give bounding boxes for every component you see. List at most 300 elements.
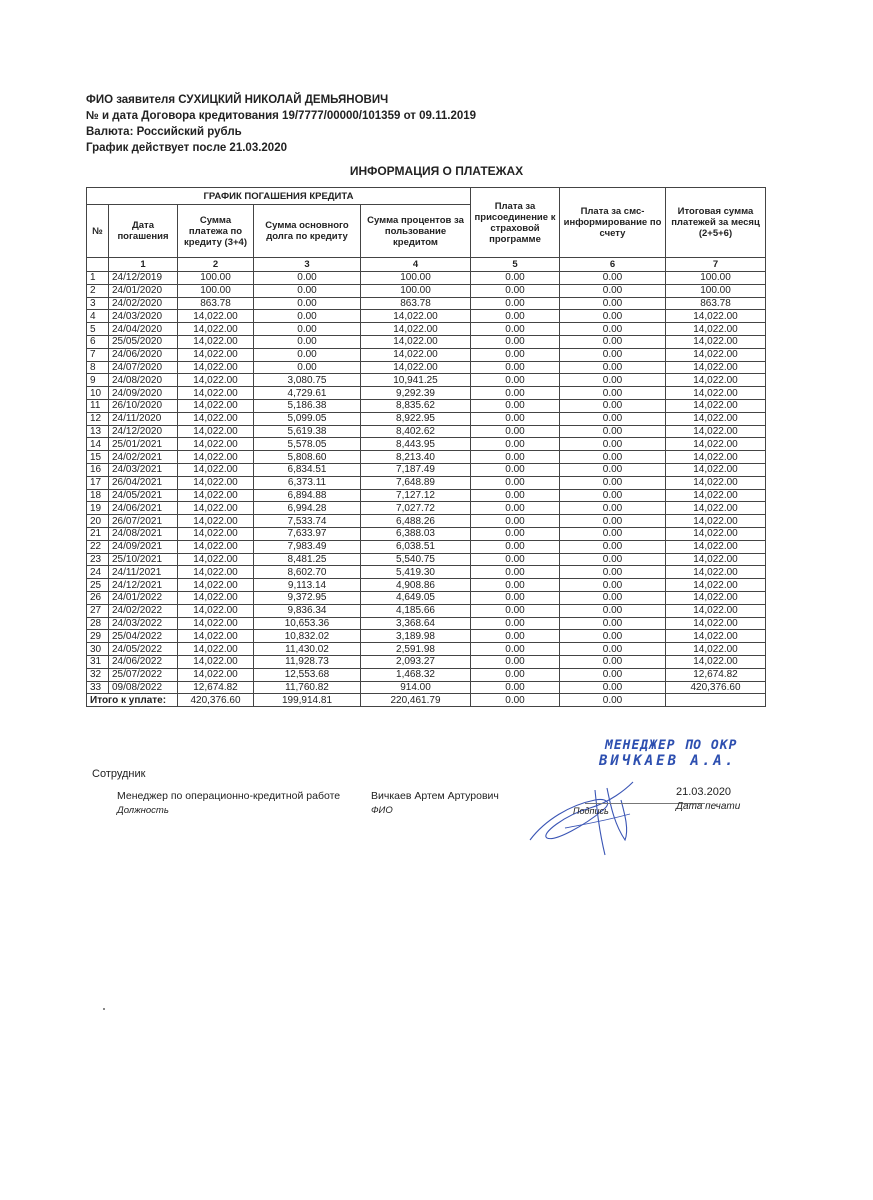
col-number: 2: [178, 258, 254, 272]
insurance-fee: 0.00: [471, 489, 560, 502]
payment-amount: 100.00: [178, 272, 254, 285]
monthly-total: 14,022.00: [666, 489, 766, 502]
sms-fee: 0.00: [560, 489, 666, 502]
sms-fee: 0.00: [560, 553, 666, 566]
stamp-line-1: МЕНЕДЖЕР ПО ОКР: [605, 738, 738, 753]
sms-fee: 0.00: [560, 566, 666, 579]
row-number: 16: [87, 463, 109, 476]
interest-amount: 5,419.30: [361, 566, 471, 579]
insurance-fee: 0.00: [471, 540, 560, 553]
interest-amount: 3,368.64: [361, 617, 471, 630]
payment-date: 26/10/2020: [109, 399, 178, 412]
insurance-fee: 0.00: [471, 323, 560, 336]
payment-amount: 14,022.00: [178, 643, 254, 656]
row-number: 29: [87, 630, 109, 643]
payment-amount: 863.78: [178, 297, 254, 310]
payment-date: 24/03/2022: [109, 617, 178, 630]
row-number: 9: [87, 374, 109, 387]
sms-fee: 0.00: [560, 438, 666, 451]
monthly-total: 14,022.00: [666, 399, 766, 412]
insurance-fee: 0.00: [471, 515, 560, 528]
row-number: 10: [87, 387, 109, 400]
interest-amount: 6,038.51: [361, 540, 471, 553]
print-date-caption: Дата печати: [676, 801, 741, 812]
principal-amount: 7,633.97: [254, 527, 361, 540]
insurance-fee: 0.00: [471, 387, 560, 400]
monthly-total: 14,022.00: [666, 502, 766, 515]
principal-amount: 0.00: [254, 361, 361, 374]
monthly-total: 420,376.60: [666, 681, 766, 694]
row-number: 26: [87, 591, 109, 604]
payment-date: 26/07/2021: [109, 515, 178, 528]
table-row: [87, 553, 766, 566]
payment-date: 24/08/2021: [109, 527, 178, 540]
interest-amount: 8,213.40: [361, 451, 471, 464]
table-row: [87, 297, 766, 310]
table-row: [87, 502, 766, 515]
signature-caption: Подпись: [573, 806, 609, 816]
principal-amount: 0.00: [254, 310, 361, 323]
payment-date: 09/08/2022: [109, 681, 178, 694]
table-row: [87, 476, 766, 489]
sms-fee: 0.00: [560, 502, 666, 515]
payment-date: 24/06/2020: [109, 348, 178, 361]
table-row: [87, 540, 766, 553]
principal-amount: 0.00: [254, 335, 361, 348]
principal-amount: 6,834.51: [254, 463, 361, 476]
sms-fee: 0.00: [560, 374, 666, 387]
interest-amount: 100.00: [361, 272, 471, 285]
table-row: [87, 412, 766, 425]
interest-amount: 100.00: [361, 284, 471, 297]
payment-date: 25/07/2022: [109, 668, 178, 681]
principal-amount: 9,836.34: [254, 604, 361, 617]
total-row: [87, 694, 766, 707]
stamp-line-2: ВИЧКАЕВ А.А.: [599, 753, 737, 769]
interest-amount: 9,292.39: [361, 387, 471, 400]
payment-schedule-table: [86, 187, 766, 707]
monthly-total: 14,022.00: [666, 463, 766, 476]
principal-amount: 7,533.74: [254, 515, 361, 528]
monthly-total: 100.00: [666, 284, 766, 297]
col-header-total: Итоговая сумма платежей за месяц (2+5+6): [666, 188, 766, 258]
interest-amount: 863.78: [361, 297, 471, 310]
insurance-fee: 0.00: [471, 630, 560, 643]
principal-amount: 5,578.05: [254, 438, 361, 451]
monthly-total: 14,022.00: [666, 630, 766, 643]
payment-amount: 14,022.00: [178, 412, 254, 425]
row-number: 33: [87, 681, 109, 694]
monthly-total: 14,022.00: [666, 553, 766, 566]
table-row: [87, 489, 766, 502]
payment-date: 24/04/2020: [109, 323, 178, 336]
row-number: 17: [87, 476, 109, 489]
sms-fee: 0.00: [560, 335, 666, 348]
sms-fee: 0.00: [560, 399, 666, 412]
employee-name: Вичкаев Артем Артурович: [371, 790, 499, 802]
sms-fee: 0.00: [560, 272, 666, 285]
principal-amount: 9,113.14: [254, 579, 361, 592]
effective-date-line: График действует после 21.03.2020: [86, 142, 287, 154]
monthly-total: 14,022.00: [666, 348, 766, 361]
payment-amount: 14,022.00: [178, 348, 254, 361]
interest-amount: 5,540.75: [361, 553, 471, 566]
interest-amount: 4,649.05: [361, 591, 471, 604]
insurance-fee: 0.00: [471, 617, 560, 630]
table-row: [87, 399, 766, 412]
monthly-total: 14,022.00: [666, 643, 766, 656]
row-number: 32: [87, 668, 109, 681]
payment-date: 24/12/2021: [109, 579, 178, 592]
table-row: [87, 348, 766, 361]
payment-amount: 14,022.00: [178, 310, 254, 323]
monthly-total: 14,022.00: [666, 655, 766, 668]
row-number: 2: [87, 284, 109, 297]
monthly-total: 100.00: [666, 272, 766, 285]
col-number-blank: [87, 258, 109, 272]
principal-amount: 0.00: [254, 323, 361, 336]
document-title: ИНФОРМАЦИЯ О ПЛАТЕЖАХ: [349, 164, 524, 178]
insurance-fee: 0.00: [471, 527, 560, 540]
insurance-fee: 0.00: [471, 502, 560, 515]
sms-fee: 0.00: [560, 323, 666, 336]
employee-position: Менеджер по операционно-кредитной работе: [117, 790, 341, 802]
table-row: [87, 387, 766, 400]
sms-fee: 0.00: [560, 540, 666, 553]
sms-fee: 0.00: [560, 591, 666, 604]
principal-amount: 8,602.70: [254, 566, 361, 579]
insurance-fee: 0.00: [471, 604, 560, 617]
table-row: [87, 310, 766, 323]
principal-amount: 11,430.02: [254, 643, 361, 656]
row-number: 5: [87, 323, 109, 336]
row-number: 24: [87, 566, 109, 579]
monthly-total: 14,022.00: [666, 515, 766, 528]
insurance-fee: 0.00: [471, 310, 560, 323]
row-number: 3: [87, 297, 109, 310]
total-principal: 199,914.81: [254, 694, 361, 707]
payment-amount: 14,022.00: [178, 425, 254, 438]
sms-fee: 0.00: [560, 668, 666, 681]
col-number: 7: [666, 258, 766, 272]
insurance-fee: 0.00: [471, 463, 560, 476]
insurance-fee: 0.00: [471, 553, 560, 566]
sms-fee: 0.00: [560, 284, 666, 297]
monthly-total: 14,022.00: [666, 361, 766, 374]
interest-amount: 14,022.00: [361, 310, 471, 323]
interest-amount: 6,388.03: [361, 527, 471, 540]
table-row: [87, 527, 766, 540]
schedule-body: [87, 272, 766, 694]
insurance-fee: 0.00: [471, 335, 560, 348]
table-row: [87, 591, 766, 604]
payment-amount: 14,022.00: [178, 604, 254, 617]
table-row: [87, 361, 766, 374]
payment-date: 25/01/2021: [109, 438, 178, 451]
total-label: Итого к уплате:: [87, 694, 178, 707]
sms-fee: 0.00: [560, 451, 666, 464]
principal-amount: 6,994.28: [254, 502, 361, 515]
payment-date: 24/06/2021: [109, 502, 178, 515]
table-row: [87, 374, 766, 387]
payment-date: 24/07/2020: [109, 361, 178, 374]
interest-amount: 7,648.89: [361, 476, 471, 489]
monthly-total: 14,022.00: [666, 476, 766, 489]
payment-date: 24/12/2020: [109, 425, 178, 438]
payment-date: 24/03/2021: [109, 463, 178, 476]
interest-amount: 8,443.95: [361, 438, 471, 451]
payment-date: 25/10/2021: [109, 553, 178, 566]
payment-amount: 14,022.00: [178, 374, 254, 387]
insurance-fee: 0.00: [471, 348, 560, 361]
principal-amount: 4,729.61: [254, 387, 361, 400]
monthly-total: 14,022.00: [666, 425, 766, 438]
col-header-date: Дата погашения: [109, 205, 178, 258]
table-row: [87, 463, 766, 476]
print-date: 21.03.2020: [676, 786, 732, 798]
sms-fee: 0.00: [560, 297, 666, 310]
table-row: [87, 566, 766, 579]
row-number: 14: [87, 438, 109, 451]
payment-amount: 14,022.00: [178, 655, 254, 668]
row-number: 27: [87, 604, 109, 617]
monthly-total: 14,022.00: [666, 540, 766, 553]
insurance-fee: 0.00: [471, 284, 560, 297]
table-row: [87, 284, 766, 297]
row-number: 15: [87, 451, 109, 464]
payment-date: 24/03/2020: [109, 310, 178, 323]
monthly-total: 14,022.00: [666, 617, 766, 630]
interest-amount: 8,835.62: [361, 399, 471, 412]
principal-amount: 6,373.11: [254, 476, 361, 489]
row-number: 11: [87, 399, 109, 412]
insurance-fee: 0.00: [471, 655, 560, 668]
row-number: 23: [87, 553, 109, 566]
payment-amount: 14,022.00: [178, 668, 254, 681]
table-row: [87, 425, 766, 438]
payment-amount: 14,022.00: [178, 489, 254, 502]
total-sms: 0.00: [560, 694, 666, 707]
principal-amount: 11,760.82: [254, 681, 361, 694]
payment-date: 24/08/2020: [109, 374, 178, 387]
interest-amount: 4,185.66: [361, 604, 471, 617]
principal-amount: 10,653.36: [254, 617, 361, 630]
table-row: [87, 643, 766, 656]
payment-amount: 14,022.00: [178, 515, 254, 528]
applicant-line: ФИО заявителя СУХИЦКИЙ НИКОЛАЙ ДЕМЬЯНОВИЧ: [86, 94, 389, 106]
insurance-fee: 0.00: [471, 566, 560, 579]
monthly-total: 14,022.00: [666, 604, 766, 617]
row-number: 28: [87, 617, 109, 630]
total-payment: 420,376.60: [178, 694, 254, 707]
payment-date: 24/06/2022: [109, 655, 178, 668]
col-number: 4: [361, 258, 471, 272]
payment-date: 24/02/2022: [109, 604, 178, 617]
monthly-total: 14,022.00: [666, 451, 766, 464]
interest-amount: 914.00: [361, 681, 471, 694]
employee-label: Сотрудник: [92, 768, 146, 780]
table-row: [87, 681, 766, 694]
total-insurance: 0.00: [471, 694, 560, 707]
payment-amount: 14,022.00: [178, 463, 254, 476]
payment-amount: 14,022.00: [178, 591, 254, 604]
monthly-total: 14,022.00: [666, 579, 766, 592]
table-row: [87, 630, 766, 643]
monthly-total: 14,022.00: [666, 335, 766, 348]
col-number: 3: [254, 258, 361, 272]
table-row: [87, 617, 766, 630]
contract-line: № и дата Договора кредитования 19/7777/00000/101359 от 09.11.2019: [86, 110, 477, 122]
table-row: [87, 272, 766, 285]
payment-amount: 14,022.00: [178, 438, 254, 451]
principal-amount: 0.00: [254, 284, 361, 297]
payment-date: 24/09/2020: [109, 387, 178, 400]
col-number: 6: [560, 258, 666, 272]
insurance-fee: 0.00: [471, 668, 560, 681]
payment-amount: 14,022.00: [178, 387, 254, 400]
row-number: 8: [87, 361, 109, 374]
principal-amount: 7,983.49: [254, 540, 361, 553]
sms-fee: 0.00: [560, 655, 666, 668]
payment-date: 24/09/2021: [109, 540, 178, 553]
payment-date: 24/05/2021: [109, 489, 178, 502]
payment-date: 24/01/2022: [109, 591, 178, 604]
sms-fee: 0.00: [560, 348, 666, 361]
insurance-fee: 0.00: [471, 361, 560, 374]
insurance-fee: 0.00: [471, 297, 560, 310]
interest-amount: 14,022.00: [361, 323, 471, 336]
payment-amount: 14,022.00: [178, 399, 254, 412]
principal-amount: 5,099.05: [254, 412, 361, 425]
monthly-total: 12,674.82: [666, 668, 766, 681]
row-number: 13: [87, 425, 109, 438]
principal-amount: 0.00: [254, 348, 361, 361]
sms-fee: 0.00: [560, 579, 666, 592]
manager-stamp: [599, 738, 738, 769]
payment-amount: 14,022.00: [178, 566, 254, 579]
sms-fee: 0.00: [560, 527, 666, 540]
table-row: [87, 438, 766, 451]
insurance-fee: 0.00: [471, 579, 560, 592]
principal-amount: 5,186.38: [254, 399, 361, 412]
sms-fee: 0.00: [560, 681, 666, 694]
col-header-payment: Сумма платежа по кредиту (3+4): [178, 205, 254, 258]
sms-fee: 0.00: [560, 425, 666, 438]
col-header-interest: Сумма процентов за пользование кредитом: [361, 205, 471, 258]
interest-amount: 3,189.98: [361, 630, 471, 643]
insurance-fee: 0.00: [471, 412, 560, 425]
name-caption: ФИО: [371, 805, 393, 816]
monthly-total: 14,022.00: [666, 412, 766, 425]
monthly-total: 14,022.00: [666, 310, 766, 323]
row-number: 18: [87, 489, 109, 502]
table-row: [87, 335, 766, 348]
monthly-total: 14,022.00: [666, 387, 766, 400]
row-number: 12: [87, 412, 109, 425]
payment-date: 24/02/2021: [109, 451, 178, 464]
position-block: [117, 790, 340, 816]
interest-amount: 8,922.95: [361, 412, 471, 425]
payment-date: 24/11/2020: [109, 412, 178, 425]
monthly-total: 14,022.00: [666, 566, 766, 579]
interest-amount: 7,187.49: [361, 463, 471, 476]
schedule-group-header: ГРАФИК ПОГАШЕНИЯ КРЕДИТА: [87, 188, 471, 205]
col-number: 1: [109, 258, 178, 272]
interest-amount: 1,468.32: [361, 668, 471, 681]
insurance-fee: 0.00: [471, 374, 560, 387]
row-number: 7: [87, 348, 109, 361]
col-header-insurance: Плата за присоединение к страховой программе: [471, 188, 560, 258]
page-speck: [103, 1008, 105, 1010]
sms-fee: 0.00: [560, 617, 666, 630]
sms-fee: 0.00: [560, 310, 666, 323]
principal-amount: 8,481.25: [254, 553, 361, 566]
row-number: 25: [87, 579, 109, 592]
interest-amount: 2,093.27: [361, 655, 471, 668]
interest-amount: 7,027.72: [361, 502, 471, 515]
principal-amount: 11,928.73: [254, 655, 361, 668]
print-date-block: [676, 786, 740, 812]
principal-amount: 12,553.68: [254, 668, 361, 681]
col-header-no: №: [87, 205, 109, 258]
monthly-total: 863.78: [666, 297, 766, 310]
sms-fee: 0.00: [560, 387, 666, 400]
row-number: 6: [87, 335, 109, 348]
payment-amount: 100.00: [178, 284, 254, 297]
table-row: [87, 323, 766, 336]
payment-amount: 14,022.00: [178, 361, 254, 374]
payment-amount: 14,022.00: [178, 335, 254, 348]
payment-amount: 14,022.00: [178, 502, 254, 515]
insurance-fee: 0.00: [471, 591, 560, 604]
payment-date: 25/04/2022: [109, 630, 178, 643]
payment-date: 24/11/2021: [109, 566, 178, 579]
col-number: 5: [471, 258, 560, 272]
interest-amount: 7,127.12: [361, 489, 471, 502]
sms-fee: 0.00: [560, 630, 666, 643]
payment-date: 24/05/2022: [109, 643, 178, 656]
interest-amount: 14,022.00: [361, 361, 471, 374]
insurance-fee: 0.00: [471, 451, 560, 464]
monthly-total: 14,022.00: [666, 591, 766, 604]
monthly-total: 14,022.00: [666, 527, 766, 540]
payment-amount: 14,022.00: [178, 553, 254, 566]
total-empty: [666, 694, 766, 707]
sms-fee: 0.00: [560, 476, 666, 489]
principal-amount: 6,894.88: [254, 489, 361, 502]
sms-fee: 0.00: [560, 412, 666, 425]
payment-amount: 14,022.00: [178, 617, 254, 630]
interest-amount: 10,941.25: [361, 374, 471, 387]
payment-date: 24/01/2020: [109, 284, 178, 297]
row-number: 21: [87, 527, 109, 540]
principal-amount: 9,372.95: [254, 591, 361, 604]
insurance-fee: 0.00: [471, 438, 560, 451]
payment-date: 24/12/2019: [109, 272, 178, 285]
insurance-fee: 0.00: [471, 425, 560, 438]
payment-date: 25/05/2020: [109, 335, 178, 348]
insurance-fee: 0.00: [471, 272, 560, 285]
insurance-fee: 0.00: [471, 476, 560, 489]
table-row: [87, 604, 766, 617]
payment-amount: 14,022.00: [178, 527, 254, 540]
payment-amount: 14,022.00: [178, 579, 254, 592]
payment-amount: 14,022.00: [178, 540, 254, 553]
monthly-total: 14,022.00: [666, 323, 766, 336]
principal-amount: 3,080.75: [254, 374, 361, 387]
table-row: [87, 579, 766, 592]
sms-fee: 0.00: [560, 515, 666, 528]
